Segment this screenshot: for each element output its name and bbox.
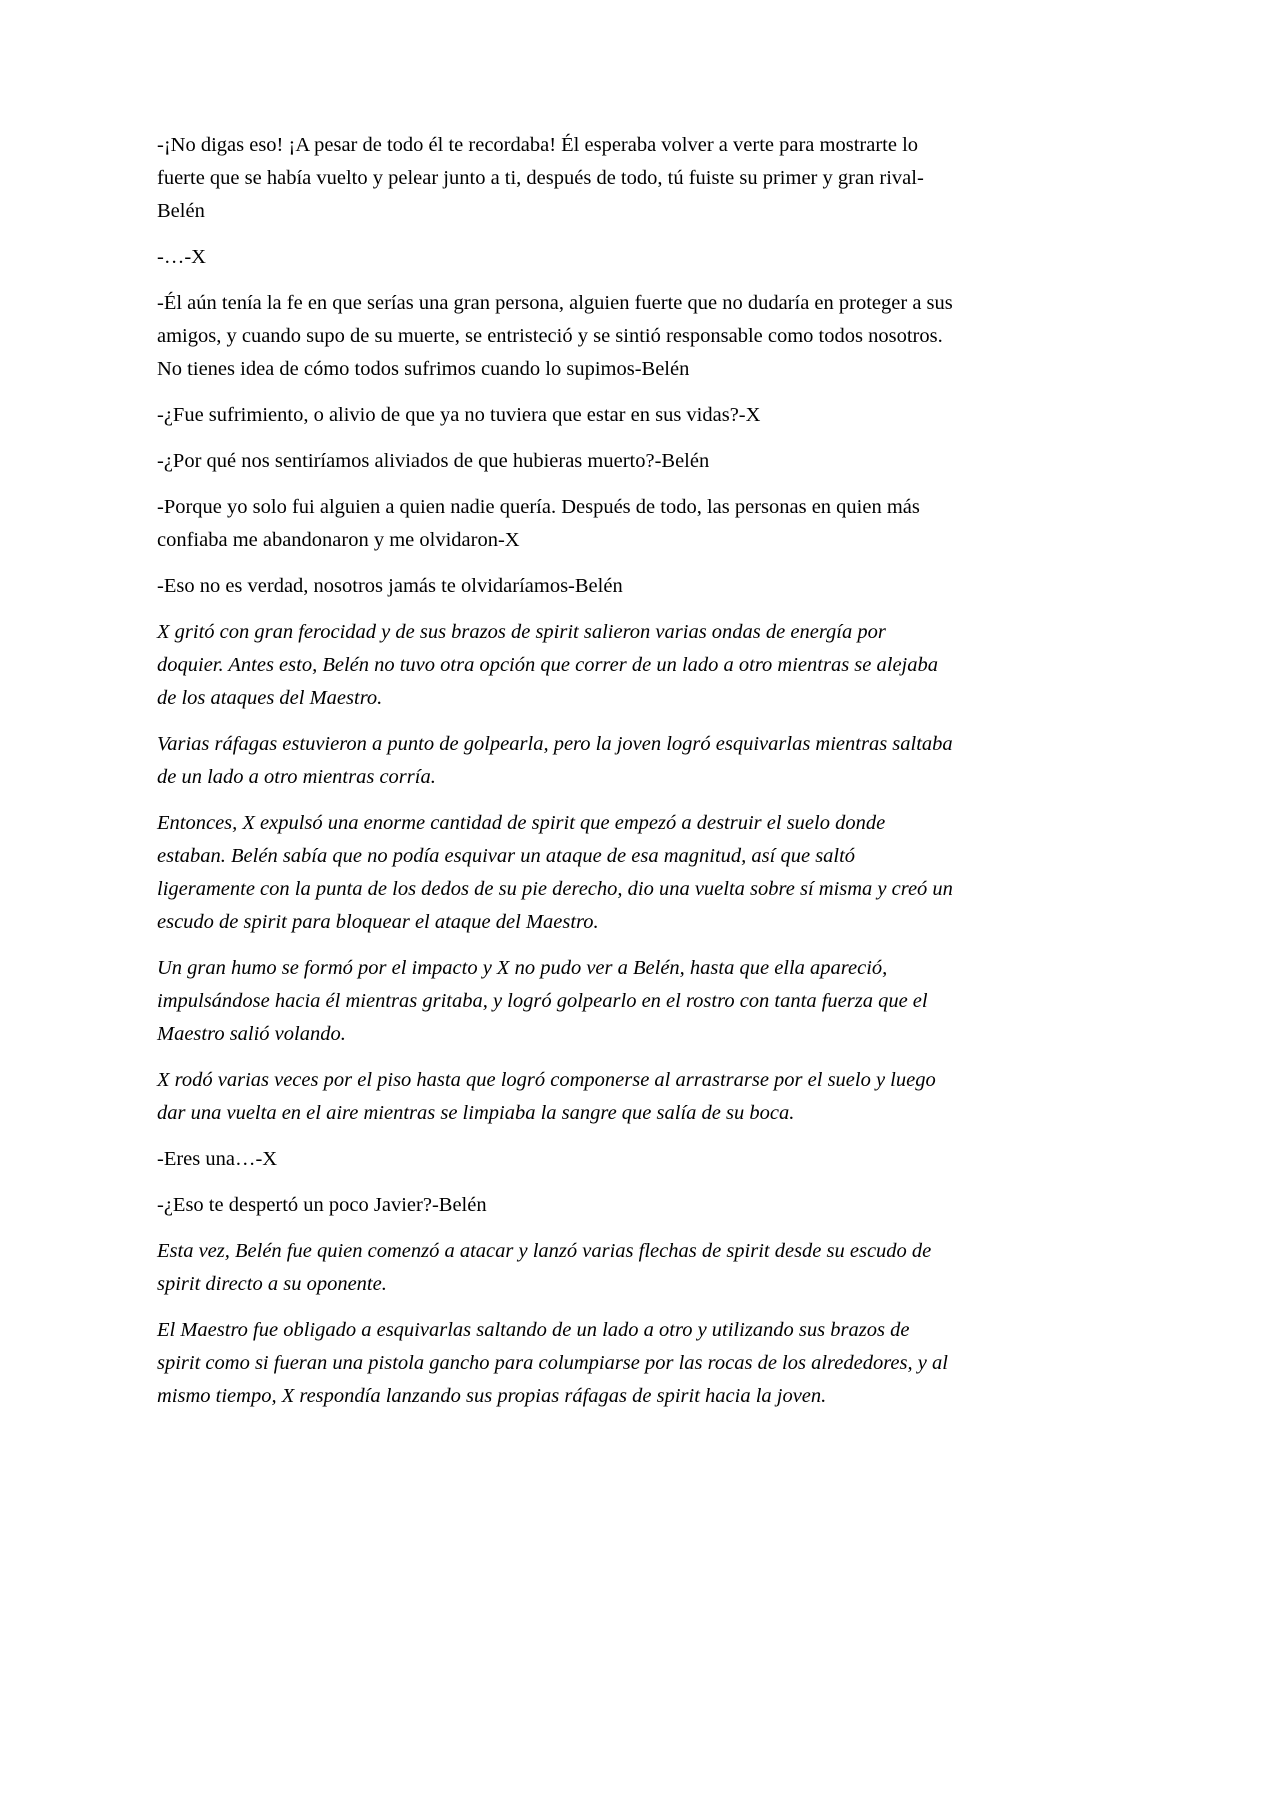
paragraph: X rodó varias veces por el piso hasta que logró componerse al arrastrarse por el suelo y luego dar una vuelta en el aire mientras se limpiaba la sangre que salía de su boca. xyxy=(157,1069,936,1124)
paragraph: -¿Fue sufrimiento, o alivio de que ya no tuviera que estar en sus vidas?-X xyxy=(157,404,761,426)
paragraph: -¿Eso te despertó un poco Javier?-Belén xyxy=(157,1194,487,1216)
paragraph: -Eres una…-X xyxy=(157,1148,278,1170)
paragraph: Un gran humo se formó por el impacto y X no pudo ver a Belén, hasta que ella apareció, impulsándose hacia él mientras gritaba, y logró golpearlo en el rostro con tanta fuerza que el Maestro salió volando. xyxy=(157,957,928,1045)
paragraph: -Eso no es verdad, nosotros jamás te olvidaríamos-Belén xyxy=(157,575,623,597)
document-text-block xyxy=(157,129,957,1426)
paragraph: El Maestro fue obligado a esquivarlas saltando de un lado a otro y utilizando sus brazos de spirit como si fueran una pistola gancho para columpiarse por las rocas de los alrededores, y al mismo tiempo, X respondía lanzando sus propias ráfagas de spirit hacia la joven. xyxy=(157,1319,948,1407)
paragraph: Esta vez, Belén fue quien comenzó a atacar y lanzó varias flechas de spirit desde su escudo de spirit directo a su oponente. xyxy=(157,1240,932,1295)
paragraph: -Él aún tenía la fe en que serías una gran persona, alguien fuerte que no dudaría en proteger a sus amigos, y cuando supo de su muerte, se entristeció y se sintió responsable como todos nosotros. No tienes idea de cómo todos sufrimos cuando lo supimos-Belén xyxy=(157,292,953,380)
paragraph: -…-X xyxy=(157,246,206,268)
paragraph: -¿Por qué nos sentiríamos aliviados de que hubieras muerto?-Belén xyxy=(157,450,710,472)
paragraph: -Porque yo solo fui alguien a quien nadie quería. Después de todo, las personas en quien más confiaba me abandonaron y me olvidaron-X xyxy=(157,496,920,551)
paragraph: -¡No digas eso! ¡A pesar de todo él te recordaba! Él esperaba volver a verte para mostrarte lo fuerte que se había vuelto y pelear junto a ti, después de todo, tú fuiste su primer y gran rival-Belén xyxy=(157,134,924,222)
paragraph: Entonces, X expulsó una enorme cantidad de spirit que empezó a destruir el suelo donde estaban. Belén sabía que no podía esquivar un ataque de esa magnitud, así que saltó ligeramente con la punta de los dedos de su pie derecho, dio una vuelta sobre sí misma y creó un escudo de spirit para bloquear el ataque del Maestro. xyxy=(157,812,953,933)
paragraph: Varias ráfagas estuvieron a punto de golpearla, pero la joven logró esquivarlas mientras saltaba de un lado a otro mientras corría. xyxy=(157,733,953,788)
paragraph: X gritó con gran ferocidad y de sus brazos de spirit salieron varias ondas de energía por doquier. Antes esto, Belén no tuvo otra opción que correr de un lado a otro mientras se alejaba de los ataques del Maestro. xyxy=(157,621,938,709)
